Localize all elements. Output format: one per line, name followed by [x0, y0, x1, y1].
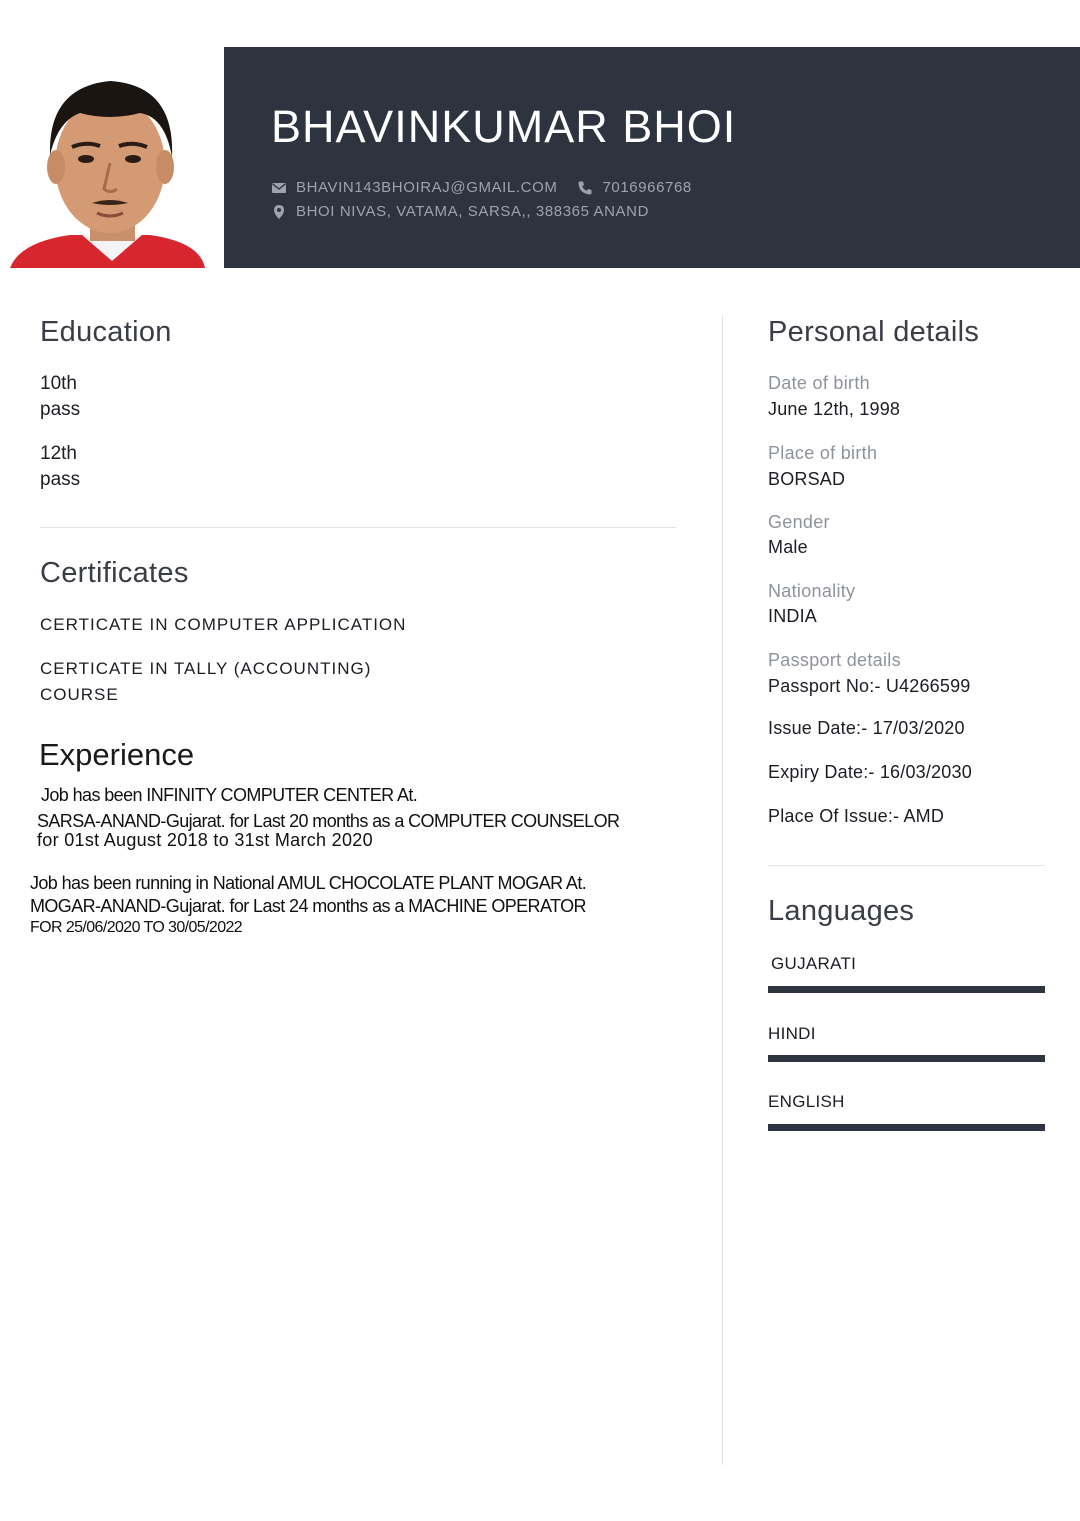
certificates-title: Certificates [40, 557, 189, 589]
education-result: pass [40, 399, 81, 420]
profile-photo [0, 47, 224, 268]
experience-line: Job has been INFINITY COMPUTER CENTER At. [41, 785, 418, 805]
certificate-item: CERTICATE IN COMPUTER APPLICATION [40, 615, 407, 634]
email-link[interactable]: BHAVIN143BHOIRAJ@GMAIL.COM [296, 179, 558, 196]
passport-place-of-issue: Place Of Issue:- AMD [768, 806, 945, 826]
education-item [40, 371, 80, 423]
phone-icon [577, 180, 593, 196]
language-level-fill [768, 1055, 1045, 1062]
candidate-name: BHAVINKUMAR BHOI [271, 101, 737, 152]
avatar [0, 47, 224, 268]
experience-line: Job has been running in National AMUL CHOCOLATE PLANT MOGAR At. [30, 873, 587, 893]
education-degree: 12th [40, 443, 77, 464]
pob-value: BORSAD [768, 469, 846, 489]
language-name: GUJARATI [771, 954, 857, 973]
language-level-bar [768, 1124, 1045, 1131]
map-pin-icon [271, 204, 287, 220]
passport-label: Passport details [768, 650, 901, 670]
nationality-value: INDIA [768, 606, 818, 626]
personal-details-title: Personal details [768, 316, 980, 348]
education-item [40, 441, 80, 493]
experience-title: Experience [39, 737, 195, 772]
language-level-fill [768, 986, 1045, 993]
education-title: Education [40, 316, 172, 348]
experience-entry [30, 872, 586, 937]
column-divider [722, 315, 723, 1465]
passport-number: Passport No:- U4266599 [768, 676, 971, 696]
education-result: pass [40, 469, 81, 490]
dob-label: Date of birth [768, 373, 870, 393]
experience-entry [37, 784, 619, 852]
gender-value: Male [768, 537, 808, 557]
experience-line: MOGAR-ANAND-Gujarat. for Last 24 months as a MACHINE OPERATOR [30, 896, 586, 916]
contact-row-1 [271, 179, 692, 196]
section-divider [40, 527, 676, 528]
phone-number[interactable]: 7016966768 [602, 179, 692, 196]
phone-group [577, 179, 691, 196]
section-divider [768, 865, 1045, 866]
gender-label: Gender [768, 512, 830, 532]
language-name: ENGLISH [768, 1092, 845, 1111]
education-degree: 10th [40, 373, 77, 394]
language-name: HINDI [768, 1024, 816, 1043]
languages-title: Languages [768, 895, 915, 927]
experience-line: SARSA-ANAND-Gujarat. for Last 20 months as a COMPUTER COUNSELOR [37, 811, 620, 831]
envelope-icon [271, 180, 287, 196]
passport-issue-date: Issue Date:- 17/03/2020 [768, 718, 965, 738]
language-level-bar [768, 986, 1045, 993]
experience-line: FOR 25/06/2020 TO 30/05/2022 [30, 919, 243, 936]
dob-value: June 12th, 1998 [768, 399, 901, 419]
language-level-fill [768, 1124, 1045, 1131]
experience-line: for 01st August 2018 to 31st March 2020 [37, 830, 373, 850]
pob-label: Place of birth [768, 443, 878, 463]
passport-expiry-date: Expiry Date:- 16/03/2030 [768, 762, 972, 782]
address-text: BHOI NIVAS, VATAMA, SARSA,, 388365 ANAND [296, 203, 650, 220]
contact-row-2 [271, 203, 649, 220]
header-banner [224, 47, 1080, 268]
nationality-label: Nationality [768, 581, 856, 601]
language-level-bar [768, 1055, 1045, 1062]
certificate-item: CERTICATE IN TALLY (ACCOUNTING) COURSE [40, 659, 372, 704]
